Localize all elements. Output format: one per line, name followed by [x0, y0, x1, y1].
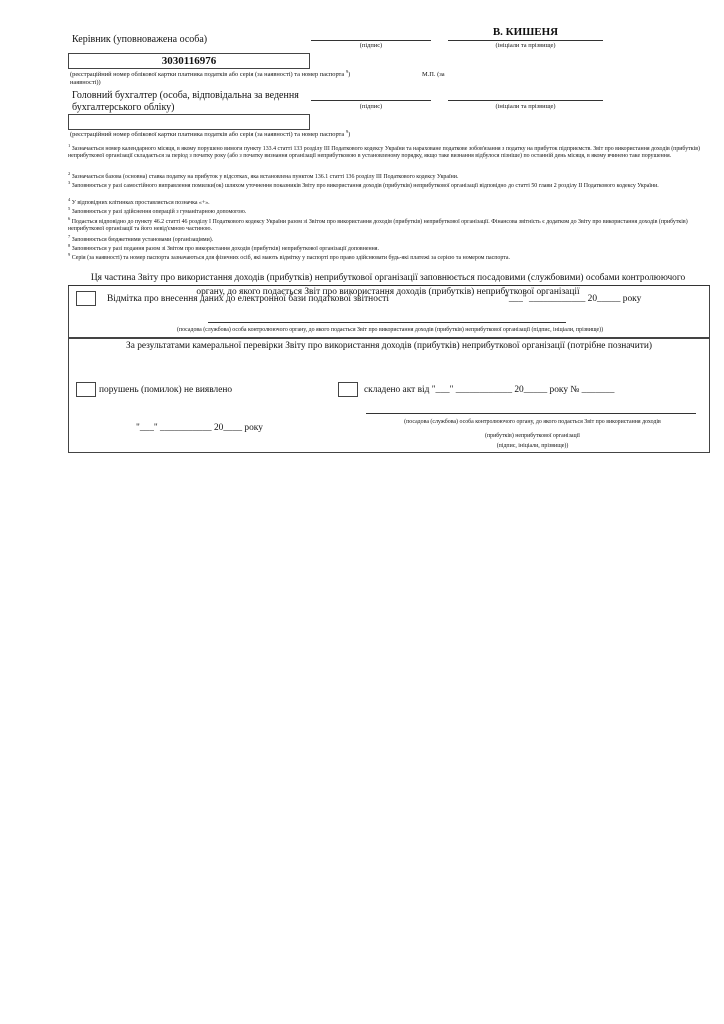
manager-name: В. КИШЕНЯ [492, 26, 559, 38]
footnote-6: $^6$ Подається відповідно до пункту 46.2 статті 46 розділу I Податкового кодексу України разом зі Звітом про використання доходів (прибутків) неприбуткової організації. Фінансова звітність є додатком до Звіту про використання доходів (прибутків) неприбуткової організації та його невід'ємною частиною. [68, 216, 688, 233]
mark-official-caption: (посадова (службова) особа контролюючого органу, до якого подається Звіт про використання доходів (прибутків) неприбуткової організації (підпис, ініціали, прізвище)) [176, 327, 604, 333]
accountant-initials-caption: (ініціали та прізвище) [495, 103, 556, 110]
mark-date[interactable]: "___" ____________ 20_____ року [505, 294, 642, 304]
accountant-name-line[interactable] [448, 100, 603, 101]
accountant-reg-caption: (реєстраційний номер облікової картки платника податків або серія (за наявності) та номер паспорта $^9$) [70, 128, 351, 138]
accountant-reg-footnote-ref: 9 [345, 128, 349, 134]
manager-label: Керівник (уповноважена особа) [72, 34, 208, 45]
check-official-caption-1: (посадова (службова) особа контролюючого органу, до якого подається Звіт про використання доходів [404, 419, 661, 425]
footnote-2: $^2$ Зазначається базова (основна) ставка податку на прибуток у відсотках, яка встановлена пунктом 136.1 статті 136 розділу III Податкового кодексу України. [68, 171, 459, 180]
manager-name-line [448, 40, 603, 41]
footnote-1: $^1$ Зазначається номер календарного місяця, в якому порушено вимоги пункту 133.4 статті 133 розділу III Податкового кодексу України та нараховане податкове зобов'язання з податку на прибуток підприємств. Звіт про використання доходів (прибутків) неприбуткової організації складається за період з початку року (або з початку визнання організації неприбутковою в установленому порядку, якщо таке визнання відбулося пізніше) по останній день місяця, в якому вчинено таке порушення. [68, 143, 700, 160]
section-title-line-2: органу, до якого подається Звіт про використання доходів (прибутків) неприбуткової організації [196, 287, 580, 297]
mark-checkbox[interactable] [76, 291, 96, 306]
section-title-line-1: Ця частина Звіту про використання доходів (прибутків) неприбуткової організації заповнюється посадовими (службовими) особами контролюючого [90, 273, 686, 283]
footnote-3: $^3$ Заповнюється у разі самостійного виправлення помилки(ок) шляхом уточнення показників Звіту про використання доходів (прибутків) неприбуткової організації відповідно до статті 50 глави 2 розділу II Податкового кодексу України. [68, 180, 659, 189]
accountant-reg-number-field[interactable] [68, 114, 310, 130]
manager-reg-footnote-ref: 9 [345, 68, 349, 74]
mark-official-line[interactable] [208, 322, 566, 323]
footnote-5: $^5$ Заповнюється у разі здійснення операцій з гуманітарною допомогою. [68, 206, 247, 215]
stamp-label: М.П. (за [422, 71, 445, 78]
manager-signature-line[interactable] [311, 40, 431, 41]
manager-reg-caption-tail: наявності)) [70, 79, 101, 86]
footnote-9: $^9$ Серія (за наявності) та номер паспорта зазначаються для фізичних осіб, які мають відмітку у паспорті про право здійснювати будь-які платежі за серією та номером паспорта. [68, 252, 510, 261]
bottom-date[interactable]: "___" ___________ 20____ року [136, 423, 263, 433]
manager-reg-number-field[interactable] [68, 53, 310, 69]
check-official-line[interactable] [366, 413, 696, 414]
footnote-7: $^7$ Заповнюється бюджетними установами (організаціями). [68, 234, 214, 243]
check-official-caption-2: (прибутків) неприбуткової організації [485, 433, 580, 439]
check-official-caption-3: (підпис, ініціали, прізвище)) [496, 443, 569, 449]
act-label[interactable]: складено акт від "___" ____________ 20_____ року № _______ [364, 385, 615, 395]
mark-frame-top [68, 285, 710, 286]
accountant-signature-line[interactable] [311, 100, 431, 101]
manager-signature-caption: (підпис) [359, 42, 383, 49]
no-violation-checkbox[interactable] [76, 382, 96, 397]
accountant-label-1: Головний бухгалтер (особа, відповідальна за ведення [72, 90, 299, 101]
accountant-signature-caption: (підпис) [359, 103, 383, 110]
no-violation-label: порушень (помилок) не виявлено [99, 385, 233, 395]
footnote-4: $^4$ У відповідних клітинках проставляється позначка «+». [68, 197, 210, 206]
manager-reg-number: 3030116976 [161, 55, 217, 67]
check-title: За результатами камеральної перевірки Звіту про використання доходів (прибутків) неприбуткової організації (потрібне позначити) [126, 341, 652, 351]
footnote-8: $^8$ Заповнюється у разі подання разом зі Звітом про використання доходів (прибутків) неприбуткової організації доповнення. [68, 243, 379, 252]
manager-initials-caption: (ініціали та прізвище) [495, 42, 556, 49]
act-checkbox[interactable] [338, 382, 358, 397]
manager-reg-caption: (реєстраційний номер облікової картки платника податків або серія (за наявності) та номер паспорта $^9$) [70, 68, 351, 78]
accountant-label-2: бухгалтерського обліку) [72, 102, 175, 113]
mark-label: Відмітка про внесення даних до електронної бази податкової звітності [107, 294, 389, 304]
